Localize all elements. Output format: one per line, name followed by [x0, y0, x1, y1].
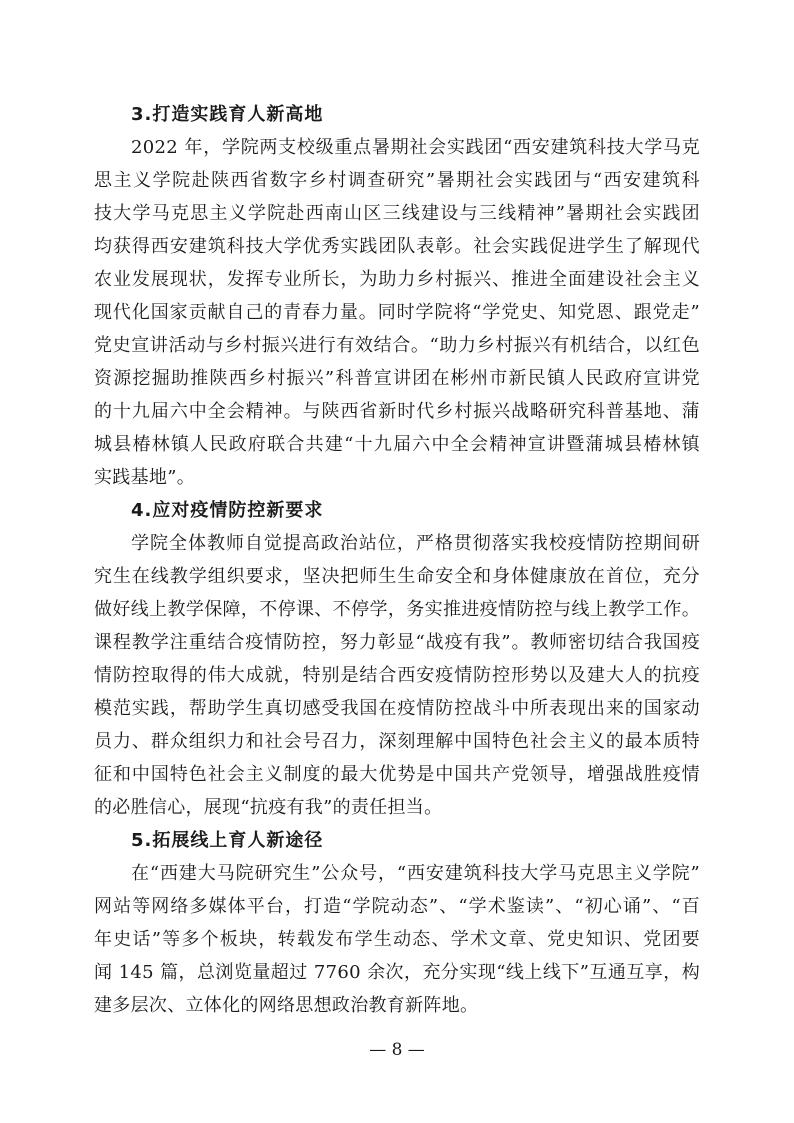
paragraph-line: 城县椿林镇人民政府联合共建“十九届六中全会精神宣讲暨蒲城县椿林镇	[94, 434, 700, 455]
paragraph-line: 闻 145 篇，总浏览量超过 7760 余次，充分实现“线上线下”互通互享，构	[94, 962, 700, 983]
section-heading: 3.打造实践育人新高地	[131, 104, 324, 125]
page-number: — 8 —	[369, 1040, 425, 1060]
paragraph-line: 员力、群众组织力和社会号召力，深刻理解中国特色社会主义的最本质特	[94, 731, 700, 752]
paragraph-line: 究生在线教学组织要求，坚决把师生生命安全和身体健康放在首位，充分	[94, 566, 700, 587]
paragraph-line: 资源挖掘助推陕西乡村振兴”科普宣讲团在彬州市新民镇人民政府宣讲党	[94, 368, 700, 389]
paragraph-line: 实践基地”。	[94, 467, 196, 488]
paragraph-line: 在“西建大马院研究生”公众号，“西安建筑科技大学马克思主义学院”	[131, 863, 700, 884]
paragraph-line: 技大学马克思主义学院赴西南山区三线建设与三线精神”暑期社会实践团	[94, 203, 700, 224]
section-heading: 5.拓展线上育人新途径	[131, 830, 324, 851]
paragraph-line: 均获得西安建筑科技大学优秀实践团队表彰。社会实践促进学生了解现代	[94, 236, 700, 257]
document-body	[94, 98, 700, 1022]
paragraph-line: 农业发展现状，发挥专业所长，为助力乡村振兴、推进全面建设社会主义	[94, 269, 700, 290]
section-epidemic	[94, 494, 700, 824]
paragraph-line: 学院全体教师自觉提高政治站位，严格贯彻落实我校疫情防控期间研	[131, 533, 700, 554]
paragraph-line: 年史话”等多个板块，转载发布学生动态、学术文章、党史知识、党团要	[94, 929, 700, 950]
paragraph-line: 做好线上教学保障，不停课、不停学，务实推进疫情防控与线上教学工作。	[94, 599, 700, 620]
paragraph-line: 思主义学院赴陕西省数字乡村调查研究”暑期社会实践团与“西安建筑科	[94, 170, 700, 191]
paragraph-line: 的必胜信心，展现“抗疫有我”的责任担当。	[94, 797, 443, 818]
paragraph-line: 2022 年，学院两支校级重点暑期社会实践团“西安建筑科技大学马克	[131, 137, 700, 158]
paragraph-line: 的十九届六中全会精神。与陕西省新时代乡村振兴战略研究科普基地、蒲	[94, 401, 700, 422]
paragraph-line: 情防控取得的伟大成就，特别是结合西安疫情防控形势以及建大人的抗疫	[94, 665, 700, 686]
paragraph-line: 课程教学注重结合疫情防控，努力彰显“战疫有我”。教师密切结合我国疫	[94, 632, 700, 653]
paragraph-line: 党史宣讲活动与乡村振兴进行有效结合。“助力乡村振兴有机结合，以红色	[94, 335, 700, 356]
section-heading: 4.应对疫情防控新要求	[131, 500, 324, 521]
section-online	[94, 824, 700, 1022]
paragraph-line: 现代化国家贡献自己的青春力量。同时学院将“学党史、知党恩、跟党走”	[94, 302, 700, 323]
paragraph-line: 建多层次、立体化的网络思想政治教育新阵地。	[94, 995, 479, 1016]
section-practice	[94, 98, 700, 494]
paragraph-line: 模范实践，帮助学生真切感受我国在疫情防控战斗中所表现出来的国家动	[94, 698, 700, 719]
paragraph-line: 征和中国特色社会主义制度的最大优势是中国共产党领导，增强战胜疫情	[94, 764, 700, 785]
paragraph-line: 网站等网络多媒体平台，打造“学院动态”、“学术鉴读”、“初心诵”、“百	[94, 896, 700, 917]
